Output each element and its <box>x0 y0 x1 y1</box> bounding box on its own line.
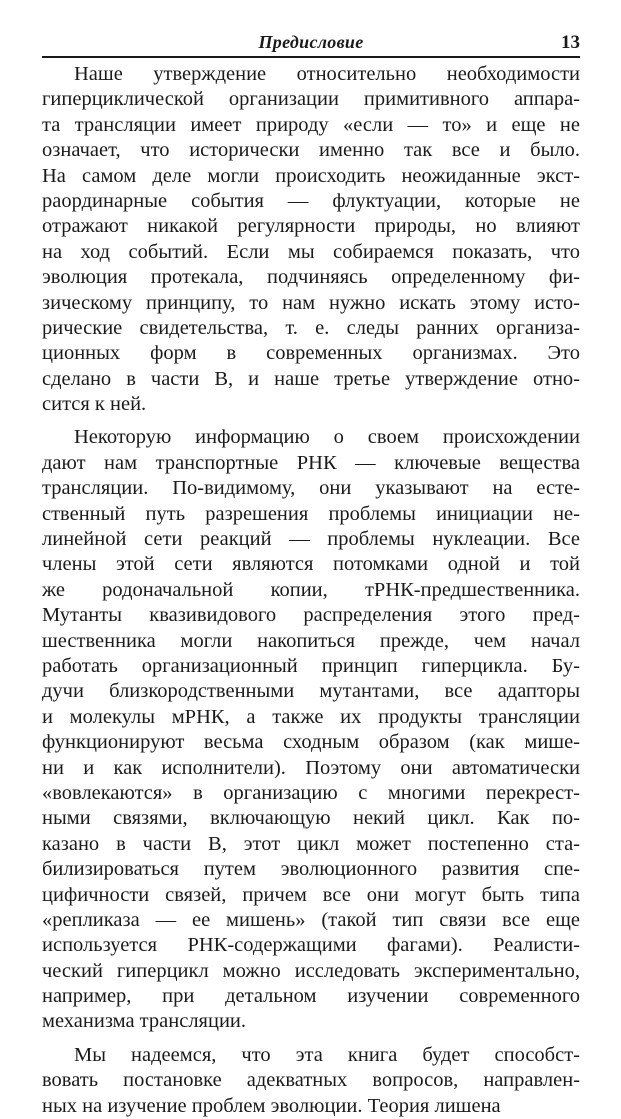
text-line: означает, что исторически именно так все и было. <box>42 139 580 162</box>
text-line: Мутанты квазивидового распределения этого пред- <box>42 604 580 627</box>
text-line: линейной сети реакций — проблемы нуклеации. Все <box>42 528 580 551</box>
text-line: эволюция протекала, подчиняясь определенному фи- <box>42 266 580 289</box>
text-line: Некоторую информацию о своем происхождении <box>74 426 580 449</box>
text-line: ционных форм в современных организмах. Это <box>42 342 580 365</box>
text-line: «репликаза — ее мишень» (такой тип связи все еще <box>42 908 580 931</box>
text-line: ственный путь разрешения проблемы инициации не- <box>42 502 580 525</box>
text-line: На самом деле могли происходить неожиданные экст- <box>42 164 580 187</box>
paragraph-gap <box>42 417 580 425</box>
paragraph-gap <box>42 1035 580 1043</box>
text-line: вовать постановке адекватных вопросов, направлен- <box>42 1069 580 1092</box>
page-number: 13 <box>561 32 580 53</box>
text-line: работать организационный принцип гиперцикла. Бу- <box>42 654 580 677</box>
text-line: дучи близкородственными мутантами, все адапторы <box>42 680 580 703</box>
text-line: дают нам транспортные РНК — ключевые вещества <box>42 451 580 474</box>
text-line: раординарные события — флуктуации, которые не <box>42 189 580 212</box>
header-rule <box>42 56 580 58</box>
running-title: Предисловие <box>258 32 364 52</box>
text-line: «вовлекаются» в организацию с многими перекрест- <box>42 781 580 804</box>
text-line: и молекулы мРНК, а также их продукты трансляции <box>42 705 580 728</box>
text-line: казано в части B, этот цикл может постепенно ста- <box>42 832 580 855</box>
text-line: ными связями, включающую некий цикл. Как по- <box>42 807 580 830</box>
text-line: сделано в части B, и наше третье утверждение отно- <box>42 367 580 390</box>
text-line: сится к ней. <box>42 393 147 416</box>
text-line: например, при детальном изучении современного <box>42 985 580 1008</box>
text-line: члены этой сети являются потомками одной и той <box>42 553 580 576</box>
text-line: Наше утверждение относительно необходимости <box>74 63 580 85</box>
text-line: механизма трансляции. <box>42 1010 247 1033</box>
text-line: трансляции. По-видимому, они указывают на есте- <box>42 477 580 500</box>
body-text <box>42 62 580 1119</box>
text-line: зическому принципу, то нам нужно искать этому исто- <box>42 291 580 314</box>
running-head <box>42 32 580 54</box>
text-line: цифичности связей, причем все они могут быть типа <box>42 883 580 906</box>
text-line: Мы надеемся, что эта книга будет способст- <box>74 1043 580 1066</box>
paragraph <box>42 62 580 417</box>
text-line: отражают никакой регулярности природы, но влияют <box>42 215 580 238</box>
text-line: используется РНК-содержащими фагами). Реалисти- <box>42 934 580 957</box>
paragraph <box>42 425 580 1034</box>
text-line: ческий гиперцикл можно исследовать экспериментально, <box>42 959 580 982</box>
text-line: гиперциклической организации примитивного аппара- <box>42 88 580 111</box>
text-line: рические свидетельства, т. е. следы ранних организа- <box>42 316 580 339</box>
text-line: та трансляции имеет природу «если — то» и еще не <box>42 113 580 136</box>
text-line: ных на изучение проблем эволюции. Теория лишена <box>42 1094 501 1117</box>
text-line: ни и как исполнители). Поэтому они автоматически <box>42 756 580 779</box>
paragraph <box>42 1043 580 1119</box>
text-line: шественника могли накопиться прежде, чем начал <box>42 629 580 652</box>
text-line: на ход событий. Если мы собираемся показать, что <box>42 240 580 263</box>
text-line: функционируют весьма сходным образом (как мише- <box>42 731 580 754</box>
text-line: билизироваться путем эволюционного развития спе- <box>42 858 580 881</box>
text-line: же родоначальной копии, тРНК-предшественника. <box>42 578 580 601</box>
